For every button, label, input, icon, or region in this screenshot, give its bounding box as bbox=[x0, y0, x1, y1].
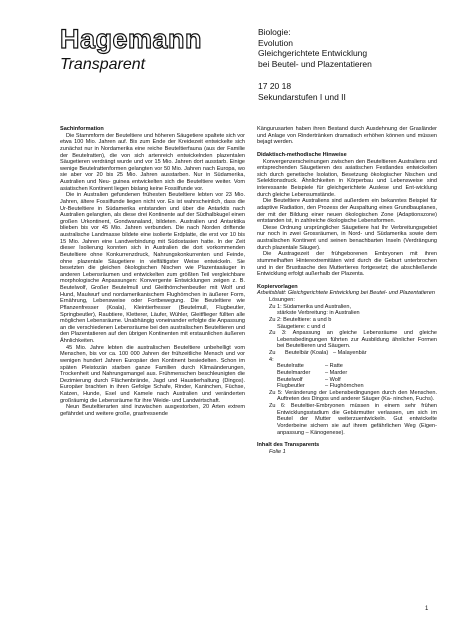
pair-left: Beutelmarder bbox=[277, 369, 311, 376]
answer-1b: stärkste Verbreitung: in Australien bbox=[277, 310, 360, 317]
answer-4-label: Zu 4: bbox=[269, 350, 276, 363]
paragraph: Die Stammform der Beuteltiere und höheren Säugetiere spaltete sich vor etwa 100 Mio. Jahren auf. Bis zum Ende der Kreidezeit entwickelte sich zunächst nur in Nordamerika eine reiche Beuteltierfauna (aus der Familie der Beutelratten), die von sich artenreich entwickelnden plazentalen Säugetieren verdrängt wurde und vor 15 Mio. Jahren dort ausstarb. Einige wenige Beutelrattenformen gelangten vor 50 Mio. Jahren nach Europa, wo sie aber vor 20 bis 25 Mio. Jahren ausstarben. Nur in Südamerika, Australien und Neu- guinea entwickelten sich die Beuteltiere weiter. Vom asiatischen Kontinent liegen bislang keine Fossilfunde vor. bbox=[60, 132, 245, 192]
paragraph: Die Beuteltiere Australiens sind außerdem ein bekanntes Beispiel für adaptive Radiation, den Prozess der Auspaltung eines Grundbauplanes, der mit der Bildung einer neuen ökologischen Zone (Adaptionszone) entstanden ist, in zahlreiche ökologische Lebensformen. bbox=[257, 198, 437, 225]
answer-6: Zu 6: Beuteltier-Embryonen müssen in einem sehr frühen Entwicklungsstadium die Gebärmutter verlassen, um sich im Beutel der Mutter weiterzuentwickeln. Gut entwickelte Vorderbeine sichern sie auf ihrem gefährlichen Weg (Eigen-anpassung – Känogenese). bbox=[269, 403, 437, 436]
pair-left: Beutelbär (Koala) bbox=[285, 350, 329, 356]
school-level: Sekundarstufen I und II bbox=[258, 91, 346, 102]
right-column bbox=[257, 126, 437, 455]
pair-row bbox=[257, 377, 437, 384]
heading-kopiervorlagen: Kopiervorlagen bbox=[257, 283, 298, 290]
pair-left: Flugbeutler bbox=[277, 383, 305, 390]
pair-right: – Wolf bbox=[325, 376, 341, 383]
pair-right: – Ratte bbox=[325, 363, 343, 370]
solutions-label: Lösungen: bbox=[269, 297, 295, 303]
worksheet-title: Arbeitsblatt: Gleichgerichtete Entwicklung bei Beutel- und Plazentatieren bbox=[257, 290, 435, 297]
answer-1: Zu 1: Südamerika und Australien, bbox=[269, 303, 352, 310]
paragraph: Kängurusarten haben ihren Bestand durch Ausdehnung der Grasländer und Anlage von Rindertränken dramatisch erhöhen können und müssen bejagt werden. bbox=[257, 126, 437, 146]
topic: Evolution bbox=[258, 37, 293, 48]
pair-right: – Malayenbär bbox=[333, 350, 367, 356]
pair-right: – Marder bbox=[325, 369, 348, 376]
pair-row bbox=[257, 383, 437, 390]
answer-3: Zu 3: Anpassung an gleiche Lebensräume und gleiche Lebensbedingungen führten zur Ausbildung ähnlicher Formen bei Beuteltieren und Säugern. bbox=[269, 330, 437, 350]
answer-5: Zu 5: Veränderung der Lebensbedingungen durch den Menschen. Auftreten des Dingos und anderer Säuger (Ka- ninchen, Fuchs). bbox=[269, 389, 437, 403]
publisher-logo bbox=[60, 24, 203, 81]
answer-2b: Säugetiere: c und d bbox=[277, 323, 326, 330]
paragraph: Diese Ordnung ursprünglicher Säugetiere hat Ihr Verbreitungsgebiet nur noch in zwei Grossräumen, in Nord- und Südamerika sowie dem australischen Kontinent und seinen benachbarten Inseln (Verdrängung durch plazentale Säuger). bbox=[257, 224, 437, 251]
paragraph: 45 Mio. Jahre lebten die australischen Beuteltiere unbehelligt vom Menschen, bis vor ca. 100 000 Jahren der frühzeitliche Mensch und vor wenigen hundert Jahren Europäer den Kontinent besiedelten. Schon im späten Pleistozän starben ganze Familien durch Klimaänderungen, Trockenheit und Nahrungsmangel aus. Frühmenschen beschleunigten die Dezimierung durch Flächenbrände, Jagd und Haustierhaltung (Dingos). Europäer brachten in ihren Gefolge Schafe, Rinder, Kaninchen, Füchse, Katzen, Hunde, Esel und Kamele nach Australien und veränderten großräumig die Lebensräume für ihre Weide- und Landwirtschaft. bbox=[60, 344, 245, 404]
left-column bbox=[60, 126, 245, 418]
heading-didaktik: Didaktisch-methodische Hinweise bbox=[257, 151, 347, 158]
subject: Biologie: bbox=[258, 27, 291, 37]
heading-inhalt: Inhalt des Transparents bbox=[257, 442, 320, 449]
product-code: 17 20 18 bbox=[258, 81, 292, 91]
pair-row bbox=[257, 363, 437, 370]
answer-2: Zu 2: Beuteltiere: a und b bbox=[269, 316, 332, 323]
logo-subtitle: Transparent bbox=[60, 56, 146, 73]
paragraph: Die in Australien gefundenen frühesten Beuteltiere lebten vor 23 Mio. Jahren, ältere Fossilfunde liegen nicht vor. Es ist wahrscheinlich, dass die Ur-Beuteltiere in Südamerika entstanden und über die Antarktis nach Australien gelangten, als diese drei Kontinente auf der Südhalbkugel einen großen Urkontinent, Gondwanaland, bildeten. Australien und Antarktika blieben bis vor 45 Mio. Jahren verbunden. Die nach Norden driftende australische Landmasse bildete eine isolierte Erdplatte, die erst vor 10 bis 15 Mio. Jahren eine Landverbindung mit Südostasien hatte. In der Zeit dieser Isolierung konnten sich in Australien die dort vorkommenden Beuteltiere ohne Konkurrenzdruck, Nahrungskonkurrenten und Feinde, ohne plazentale Säugetiere in vielfältigster Weise entwickeln. Sie besetzten die gleichen ökologischen Nischen wie Plazentasäuger in anderen Lebensräumen und entwickelten zum größten Teil vergleichbare morphologische Anpassungen: Konvergente Entwicklungen zeigen z. B. Beutelwolf, Großer Beutelmull und Gleithörnchenbeutler mit Wolf und Hund, Maulwurf und nordamerikanischem Flughörnchen in äußerer Form, Ernährung, Lebensweise oder Fortbewegung. Die Beuteltiere wie Pflanzenfresser (Koala), Kleintierfresser (Beutelmull, Flugbeutler, Springbeutler), Raubtiere, Kletterer, Läufer, Wühler, Gleitflieger füllten alle möglichen Lebensräume. Unabhängig voneinander erfolgte die Anpassung an die verschiedenen Lebensräume bei den australischen Beuteltieren und den Plazentatieren auf den übrigen Kontinenten mit erstaunlichen äußeren Ähnlichkeiten. bbox=[60, 192, 245, 344]
paragraph: Konvergenzerscheinungen zwischen den Beuteltieren Australiens und entsprechenden Säugetieren des asiatischen Festlandes entwickelten sich durch genetische Isolation, Besetzung ökologischer Nischen und Selektionsdruck. Ähnlichkeiten in Körperbau und Lebensweise sind interessante Beispiele für gleichgerichtete Auslese und Ent-wicklung durch gleiche Lebensumstände. bbox=[257, 158, 437, 198]
answer-4-row bbox=[257, 350, 437, 363]
title-line-2: bei Beutel- und Plazentatieren bbox=[258, 58, 372, 69]
pair-right: – Flughörnchen bbox=[325, 383, 364, 390]
document-header bbox=[258, 27, 433, 102]
heading-sachinformation: Sachinformation bbox=[60, 126, 104, 132]
pair-row bbox=[257, 370, 437, 377]
paragraph: Neun Beuteltierarten sind inzwischen ausgestorben, 20 Arten extrem gefährdet und weitere große, grasfressende bbox=[60, 404, 245, 417]
paragraph: Die Austragezeit der frühgeborenen Embryonen mit ihren stummelhaften Hinterextremitäten wird durch die Geburt unterbrochen und in der Brusttasche des Muttertieres fortgesetzt; die abschließende Entwicklung erfolgt außerhalb der Plazenta. bbox=[257, 251, 437, 278]
logo-brand: Hagemann bbox=[60, 24, 203, 54]
page-number: 1 bbox=[425, 606, 429, 612]
transparency-item: Folie 1 bbox=[269, 448, 286, 455]
pair-left: Beutelratte bbox=[277, 363, 304, 370]
pair-left: Beutelwolf bbox=[277, 376, 303, 383]
title-line-1: Gleichgerichtete Entwicklung bbox=[258, 48, 368, 58]
